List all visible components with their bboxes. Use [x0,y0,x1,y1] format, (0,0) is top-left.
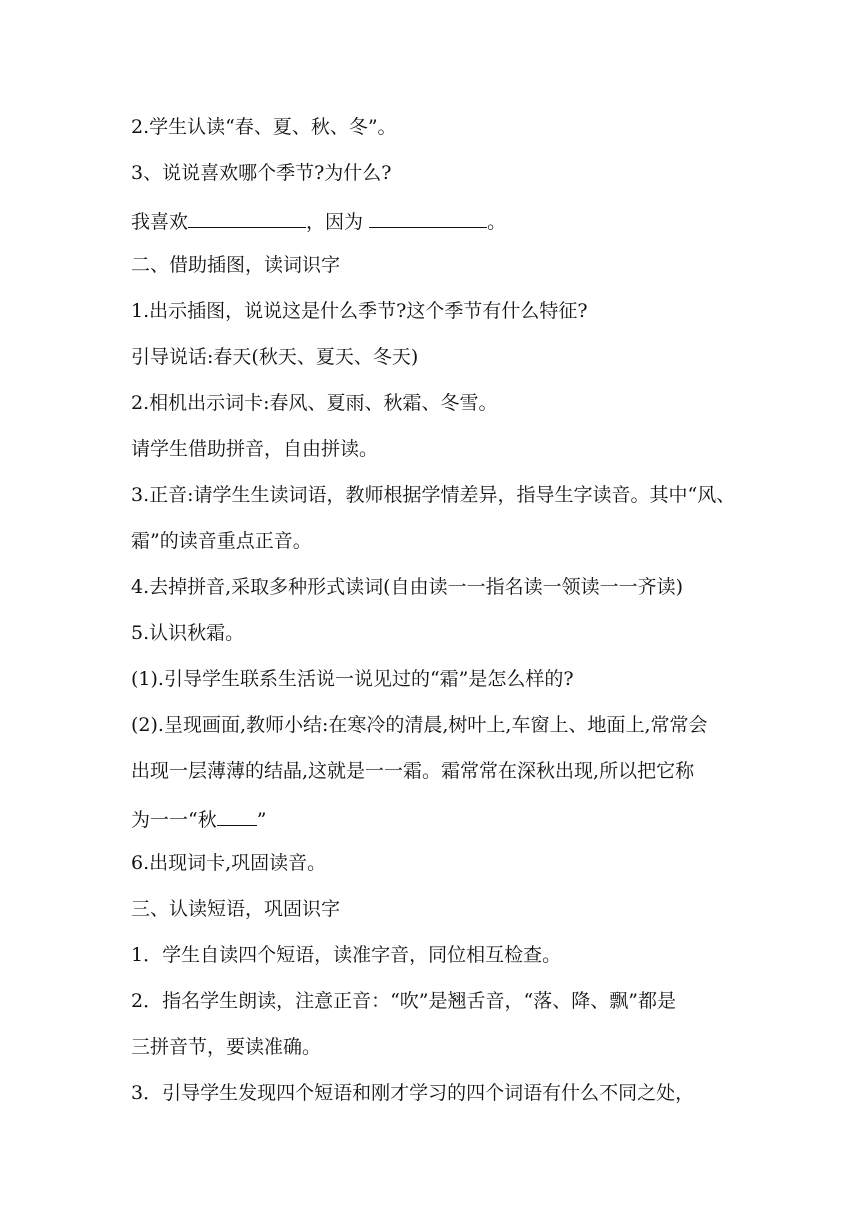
answer-blank [369,207,487,228]
section-heading: 二、借助插图，读词识字 [131,254,341,276]
text-line: 3.正音:请学生生读词语，教师根据学情差异，指导生字读音。其中“风、 [131,484,736,506]
text-line: 引导说话:春天(秋天、夏天、冬天) [131,346,419,368]
answer-blank [217,805,257,826]
text-line: 3．引导学生发现四个短语和刚才学习的四个词语有什么不同之处， [131,1082,695,1104]
answer-blank [188,207,306,228]
text-segment: 为一一“秋 [131,809,217,831]
text-line: 2.学生认读“春、夏、秋、冬”。 [131,116,397,138]
text-line: 请学生借助拼音，自由拼读。 [131,438,379,460]
text-line: 出现一层薄薄的结晶,这就是一一霜。霜常常在深秋出现,所以把它称 [131,760,695,782]
text-line: 6.出现词卡,巩固读音。 [131,852,327,874]
fill-in-line [131,805,741,832]
section-heading: 三、认读短语，巩固识字 [131,898,341,920]
text-line: 4.去掉拼音,采取多种形式读词(自由读一一指名读一领读一一齐读) [131,576,683,598]
text-line: 5.认识秋霜。 [131,622,245,644]
text-line: 2．指名学生朗读，注意正音：“吹”是翘舌音，“落、降、飘”都是 [131,990,676,1012]
text-line: 2.相机出示词卡:春风、夏雨、秋霜、冬雪。 [131,392,498,414]
text-segment: 。 [487,211,507,233]
text-line: 1.出示插图，说说这是什么季节?这个季节有什么特征? [131,300,588,322]
fill-in-line [131,207,741,234]
text-line: (2).呈现画面,教师小结:在寒冷的清晨,树叶上,车窗上、地面上,常常会 [131,714,708,736]
text-line: 三拼音节，要读准确。 [131,1036,322,1058]
text-line: 霜”的读音重点正音。 [131,530,312,552]
text-segment: ，因为 [306,211,370,233]
text-line: (1).引导学生联系生活说一说见过的“霜”是怎么样的? [131,668,574,690]
text-segment: 我喜欢 [131,211,189,233]
text-line: 1．学生自读四个短语，读准字音，同位相互检查。 [131,944,562,966]
text-line: 3、说说喜欢哪个季节?为什么? [131,162,392,184]
text-segment: ” [256,809,267,831]
